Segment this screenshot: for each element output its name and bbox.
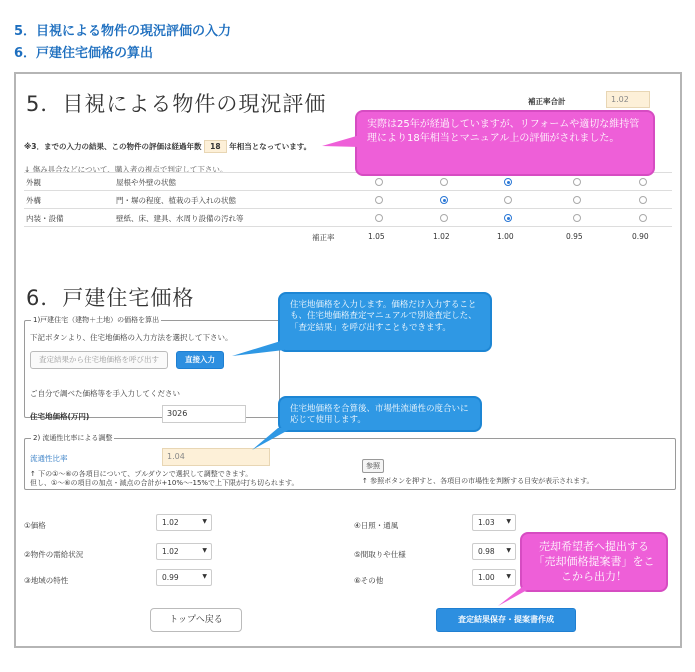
factor-label: ①価格 (24, 521, 46, 530)
coef-value: 0.95 (566, 232, 583, 241)
heading-5: 5．目視による物件の現況評価の入力 (14, 24, 232, 39)
factor-label: ②物件の需給状況 (24, 550, 84, 559)
dropdown-arrow-icon: ▼ (202, 547, 207, 554)
ratio-label: 流通性比率 (30, 454, 68, 463)
ratio-note-1: ↑ 下の①～⑥の各項目について、プルダウンで選択して調整できます。 (30, 470, 253, 478)
dropdown-arrow-icon: ▼ (202, 518, 207, 525)
reference-button[interactable]: 参照 (362, 459, 384, 473)
factor-value: 1.03 (478, 518, 495, 527)
coef-label: 補正率 (312, 233, 335, 242)
radio-button[interactable] (573, 214, 581, 222)
factor-label: ③地域の特性 (24, 576, 69, 585)
ratio-note-2: 但し、①～⑥の項目の加点・減点の合計が+10%～-15%で上下限が打ち切られます。 (30, 479, 299, 487)
grid-divider (24, 226, 672, 227)
coef-value: 1.00 (497, 232, 514, 241)
factor-select[interactable] (156, 569, 212, 586)
callout-pointer (322, 134, 360, 148)
radio-button[interactable] (639, 178, 647, 186)
dropdown-arrow-icon: ▼ (202, 573, 207, 580)
callout-pointer (498, 584, 538, 606)
coef-value: 0.90 (632, 232, 649, 241)
section6-title: 6．戸建住宅価格 (26, 286, 195, 310)
fieldset-legend: 1)戸建住宅（建物＋土地）の価格を算出 (33, 316, 160, 324)
save-and-create-proposal-button[interactable]: 査定結果保存・提案書作成 (436, 608, 576, 632)
dropdown-arrow-icon: ▼ (506, 518, 511, 525)
radio-button[interactable] (375, 214, 383, 222)
coef-value: 1.02 (433, 232, 450, 241)
callout-pointer (252, 428, 292, 450)
method-note: 下記ボタンより、住宅地価格の入力方法を選択して下さい。 (30, 333, 233, 342)
rate-total-label: 補正率合計 (528, 97, 566, 106)
factor-select[interactable] (472, 514, 516, 531)
row-item: 壁紙、床、建具、水周り設備の汚れ等 (116, 214, 244, 223)
callout-pointer (232, 338, 284, 358)
elapsed-years-line (24, 140, 311, 153)
factor-select[interactable] (156, 514, 212, 531)
coef-value: 1.05 (368, 232, 385, 241)
section5-title: 5．目視による物件の現況評価 (26, 92, 327, 116)
evaluation-note: ↓ 傷み具合などについて、購入者の視点で判定して下さい。 (24, 165, 228, 174)
row-category: 外構 (26, 196, 41, 205)
dropdown-arrow-icon: ▼ (506, 547, 511, 554)
land-price-label: 住宅地価格(万円) (30, 412, 90, 421)
elapsed-years-field[interactable]: 18 (204, 140, 226, 153)
radio-button[interactable] (504, 196, 512, 204)
radio-button[interactable] (375, 196, 383, 204)
grid-divider (24, 208, 672, 209)
radio-button[interactable] (375, 178, 383, 186)
factor-value: 0.99 (162, 573, 179, 582)
radio-button-selected[interactable] (504, 178, 512, 186)
radio-button[interactable] (440, 178, 448, 186)
reference-note: ↑ 参照ボタンを押すと、各項目の市場性を判断する目安が表示されます。 (362, 477, 594, 485)
factor-select[interactable] (156, 543, 212, 560)
back-to-top-button[interactable]: トップへ戻る (150, 608, 242, 632)
manual-input-note: ご自分で調べた価格等を手入力してください (30, 389, 180, 398)
dropdown-arrow-icon: ▼ (506, 573, 511, 580)
factor-value: 1.00 (478, 573, 495, 582)
elapsed-suffix: 年相当となっています。 (229, 142, 312, 151)
row-item: 門・塀の程度、植栽の手入れの状態 (116, 196, 236, 205)
factor-label: ⑥その他 (354, 576, 384, 585)
row-item: 屋根や外壁の状態 (116, 178, 176, 187)
elapsed-prefix: ※3．までの入力の結果、この物件の評価は経過年数 (24, 142, 202, 151)
recall-appraisal-button[interactable]: 査定結果から住宅地価格を呼び出す (30, 351, 168, 369)
factor-label: ⑤間取りや仕様 (354, 550, 406, 559)
grid-divider (24, 190, 672, 191)
radio-button[interactable] (639, 196, 647, 204)
radio-button[interactable] (573, 178, 581, 186)
rate-total-field[interactable]: 1.02 (606, 91, 650, 108)
callout-distribution-ratio: 住宅地価格を合算後、市場性流通性の度合いに応じて使用します。 (278, 396, 482, 432)
radio-button[interactable] (639, 214, 647, 222)
factor-label: ④日照・通風 (354, 521, 399, 530)
radio-button-selected[interactable] (440, 196, 448, 204)
callout-proposal-output: 売却希望者へ提出する「売却価格提案書」をここから出力！ (520, 532, 668, 592)
row-category: 内装・設備 (26, 214, 64, 223)
callout-years-note: 実際は25年が経過していますが、リフォームや適切な維持管理により18年相当とマニュアル上の評価がされました。 (355, 110, 655, 176)
callout-land-price: 住宅地価格を入力します。価格だけ入力することも、住宅地価格査定マニュアルで別途査定した、「査定結果」を呼び出すこともできます。 (278, 292, 492, 352)
ratio-field[interactable]: 1.04 (162, 448, 270, 466)
factor-select[interactable] (472, 543, 516, 560)
land-price-input[interactable]: 3026 (162, 405, 246, 423)
radio-button[interactable] (440, 214, 448, 222)
factor-value: 1.02 (162, 518, 179, 527)
heading-6: 6．戸建住宅価格の算出 (14, 46, 154, 61)
fieldset-legend: 2) 流通性比率による調整 (33, 434, 113, 442)
factor-value: 1.02 (162, 547, 179, 556)
direct-input-button[interactable]: 直接入力 (176, 351, 224, 369)
radio-button-selected[interactable] (504, 214, 512, 222)
row-category: 外観 (26, 178, 41, 187)
factor-value: 0.98 (478, 547, 495, 556)
radio-button[interactable] (573, 196, 581, 204)
